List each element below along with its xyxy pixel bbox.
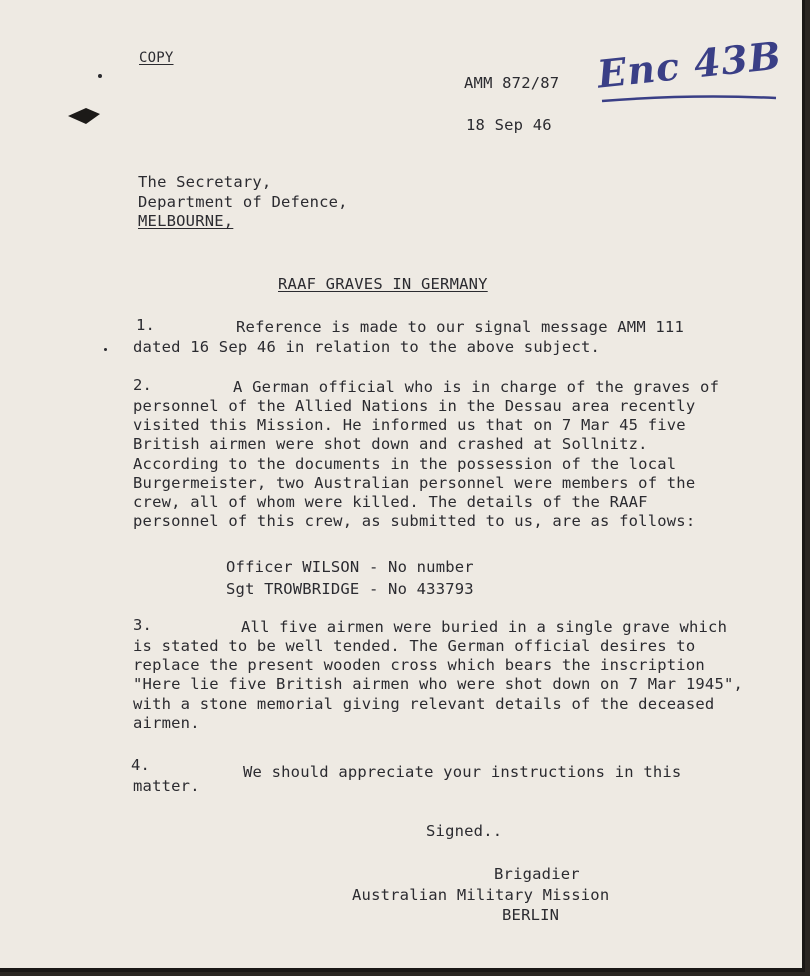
subject-heading: RAAF GRAVES IN GERMANY [278,275,488,293]
address-line-1: The Secretary, [138,173,272,191]
paragraph-3-lead: All five airmen were buried in a single grave which [241,618,728,636]
paragraph-1-number: 1. [136,316,156,334]
paragraph-1-lead: Reference is made to our signal message AMM 111 [236,318,684,336]
signatory-rank: Brigadier [494,865,580,883]
paragraph-1-body: dated 16 Sep 46 in relation to the above subject. [133,338,601,356]
personnel-row: Officer WILSON - No number [226,558,474,576]
paragraph-4-number: 4. [131,756,151,774]
address-line-3: MELBOURNE, [138,212,234,230]
paragraph-4-body: matter. [133,777,200,795]
copy-label: COPY [139,50,174,66]
paragraph-4-lead: We should appreciate your instructions in this [243,763,682,781]
address-line-2: Department of Defence, [138,193,348,211]
paragraph-2-number: 2. [133,376,153,394]
signatory-location: BERLIN [502,906,560,924]
paragraph-2-body: personnel of the Allied Nations in the Dessau area recently visited this Mission. He informed us that on 7 Mar 45 five British airmen were shot down and crashed at Sollnitz. According to the documents in the possession of the local Burgermeister, two Australian personnel were members of the crew, all of whom were killed. The details of the RAAF personnel of this crew, as submitted to us, are as follows: [133,397,696,531]
punch-hole-mark [66,104,102,128]
paragraph-3-number: 3. [133,616,153,634]
signatory-unit: Australian Military Mission [352,886,610,904]
personnel-row: Sgt TROWBRIDGE - No 433793 [226,580,474,598]
margin-dot [98,74,102,78]
paragraph-2-lead: A German official who is in charge of the graves of [233,378,720,396]
document-date: 18 Sep 46 [466,116,552,134]
margin-dot [104,348,107,351]
signed-line: Signed.. [426,822,503,840]
handwritten-underline [600,92,780,104]
reference-number: AMM 872/87 [464,74,560,92]
handwritten-enclosure-note: Enc 43B [595,32,784,97]
paragraph-3-body: is stated to be well tended. The German official desires to replace the present wooden cross which bears the inscription "Here lie five British airmen who were shot down on 7 Mar 1945", with a stone memorial giving relevant details of the deceased airmen. [133,637,744,732]
